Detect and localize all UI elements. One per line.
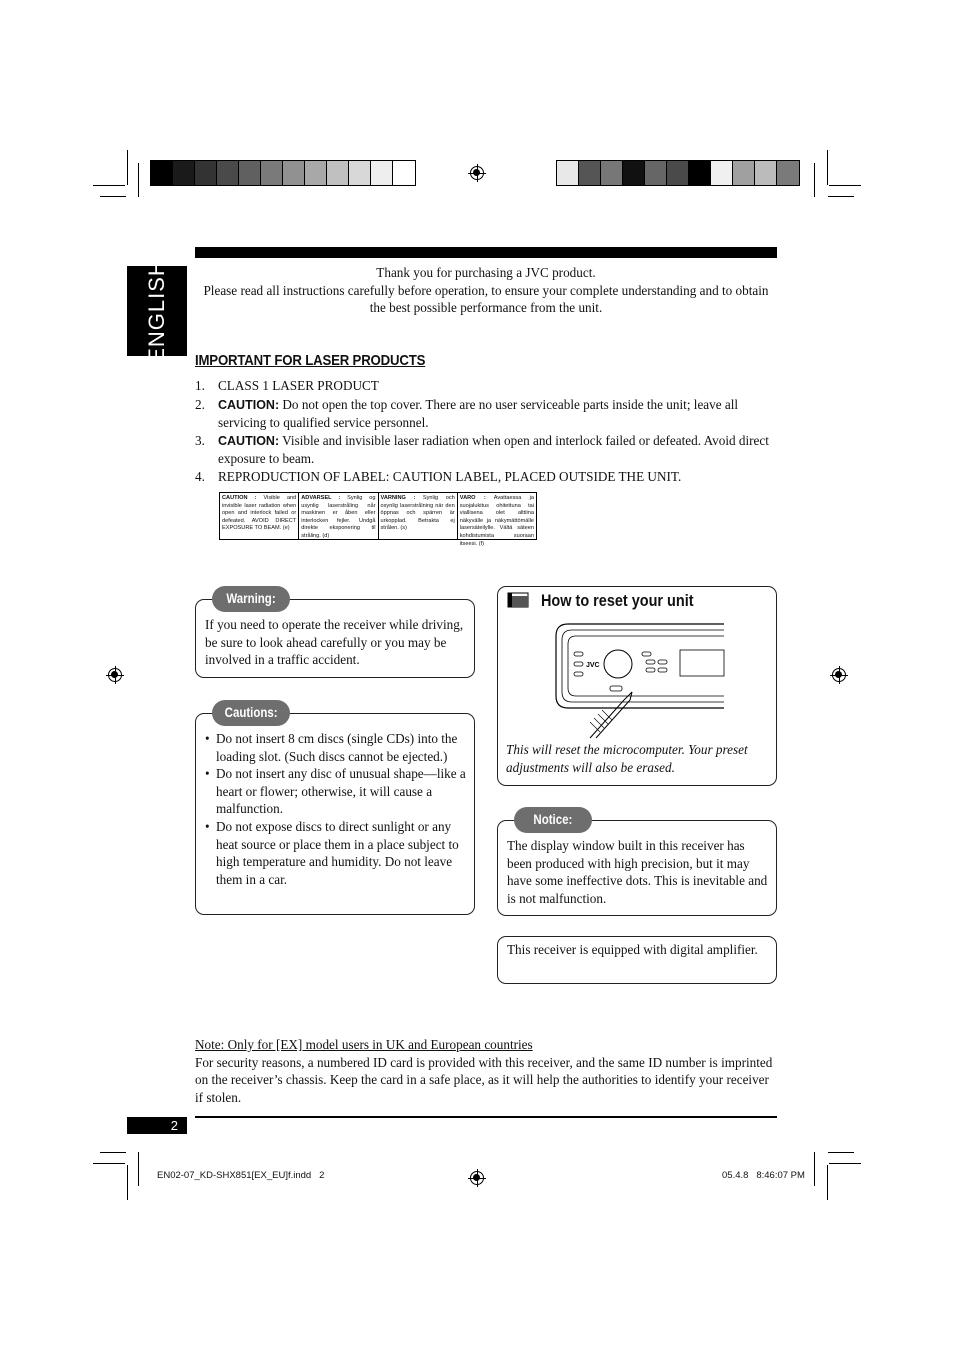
color-swatch xyxy=(239,161,261,185)
list-text: CLASS 1 LASER PRODUCT xyxy=(218,378,379,393)
caution-label: CAUTION: xyxy=(218,433,280,448)
header-rule xyxy=(195,247,777,258)
list-number: 3. xyxy=(195,432,205,448)
list-number: 4. xyxy=(195,468,205,484)
label-cell-finnish: VARO : Avattaessa ja suojalukitus ohitettuna tai viallisena olet alttiina näkyvälle ja näkymättömälle lasersäteilylle. Vältä säteen kohdistumista suoraan itseesi. (f) xyxy=(459,495,534,547)
notice-label: Notice: xyxy=(533,812,573,827)
reset-title: How to reset your unit xyxy=(541,591,694,610)
color-swatch xyxy=(777,161,799,185)
notice-box xyxy=(497,820,777,916)
color-swatch xyxy=(711,161,733,185)
list-text: REPRODUCTION OF LABEL: CAUTION LABEL, PLACED OUTSIDE THE UNIT. xyxy=(218,468,682,484)
color-swatch xyxy=(195,161,217,185)
cautions-label: Cautions: xyxy=(224,705,278,720)
color-calibration-bar-left xyxy=(150,160,416,186)
language-tab-label: ENGLISH xyxy=(144,259,169,363)
footer-filename: EN02-07_KD-SHX851[EX_EU]f.indd 2 xyxy=(157,1170,325,1181)
section-marker-icon xyxy=(508,593,528,607)
list-item xyxy=(195,377,780,396)
cautions-list xyxy=(205,730,466,888)
color-swatch xyxy=(733,161,755,185)
color-swatch xyxy=(327,161,349,185)
list-number: 2. xyxy=(195,396,205,412)
color-swatch xyxy=(261,161,283,185)
warning-text: If you need to operate the receiver while driving, be sure to look ahead carefully or you may be involved in a traffic accident. xyxy=(205,617,464,668)
caution-label: CAUTION: xyxy=(218,397,280,412)
id-note xyxy=(195,1036,780,1106)
color-swatch xyxy=(755,161,777,185)
language-tab xyxy=(127,259,187,363)
footer-timestamp: 05.4.8 8:46:07 PM xyxy=(722,1170,805,1181)
color-swatch xyxy=(645,161,667,185)
color-calibration-bar-right xyxy=(556,160,800,186)
list-text: Do not open the top cover. There are no user serviceable parts inside the unit; leave all servicing to qualified service personnel. xyxy=(218,396,739,431)
color-swatch xyxy=(305,161,327,185)
registration-mark-icon xyxy=(108,668,122,682)
registration-mark-icon xyxy=(470,166,484,180)
color-swatch xyxy=(173,161,195,185)
cautions-badge xyxy=(212,700,290,726)
notice-text: The display window built in this receiver has been produced with high precision, but it may have some ineffective dots. This is inevitable and is not malfunction. xyxy=(507,838,768,906)
list-item: • Do not expose discs to direct sunlight or any heat source or place them in a place subject to high temperature and humidity. Do not leave them in a car. xyxy=(205,818,466,888)
amplifier-box xyxy=(497,936,777,984)
reset-note: This will reset the microcomputer. Your preset adjustments will also be erased. xyxy=(506,742,748,775)
list-item: • Do not insert 8 cm discs (single CDs) into the loading slot. (Such discs cannot be ejected.) xyxy=(205,730,466,765)
brand-logo: JVC xyxy=(586,662,600,669)
color-swatch xyxy=(349,161,371,185)
list-item xyxy=(195,396,780,432)
caution-label-reproduction xyxy=(219,492,537,547)
list-item xyxy=(195,432,780,468)
intro-text xyxy=(195,264,777,317)
color-swatch xyxy=(151,161,173,185)
page-number: 2 xyxy=(127,1117,187,1134)
intro-line-1: Thank you for purchasing a JVC product. xyxy=(376,265,596,280)
footer-rule xyxy=(195,1116,777,1118)
label-cell-danish: ADVARSEL : Synlig og usynlig laserstråling når maskinen er åben eller interlocken fejler. Undgå direkte eksponering til stråling. (d) xyxy=(299,493,378,539)
notice-badge xyxy=(514,807,592,833)
warning-badge xyxy=(212,586,290,612)
intro-line-2: Please read all instructions carefully before operation, to ensure your complete understanding and to obtain the best possible performance from the unit. xyxy=(203,282,769,316)
laser-list xyxy=(195,377,780,487)
warning-label: Warning: xyxy=(226,591,276,606)
color-swatch xyxy=(579,161,601,185)
amplifier-text: This receiver is equipped with digital amplifier. xyxy=(507,942,758,957)
color-swatch xyxy=(283,161,305,185)
cautions-box xyxy=(195,713,475,915)
color-swatch xyxy=(217,161,239,185)
id-note-title: Note: Only for [EX] model users in UK and European countries xyxy=(195,1037,533,1052)
laser-heading: IMPORTANT FOR LASER PRODUCTS xyxy=(195,352,426,369)
registration-mark-icon xyxy=(470,1171,484,1185)
list-number: 1. xyxy=(195,378,205,393)
id-note-text: For security reasons, a numbered ID card is provided with this receiver, and the same ID number is imprinted on the receiver’s chassis. Keep the card in a safe place, as it will help the authorities to identify your receiver if stolen. xyxy=(195,1054,773,1105)
color-swatch xyxy=(393,161,415,185)
color-swatch xyxy=(371,161,393,185)
label-cell-swedish: VARNING : Synlig och osynlig laserstrålning när den öppnas och spärren är urkopplad. Betrakta ej strålen. (s) xyxy=(379,493,458,539)
color-swatch xyxy=(601,161,623,185)
list-item xyxy=(195,468,780,487)
label-cell-english: CAUTION : Visible and invisible laser radiation when open and interlock failed or defeated. AVOID DIRECT EXPOSURE TO BEAM. (e) xyxy=(220,493,299,539)
color-swatch xyxy=(667,161,689,185)
list-item: • Do not insert any disc of unusual shape—like a heart or flower; otherwise, it will cause a malfunction. xyxy=(205,765,466,818)
color-swatch xyxy=(557,161,579,185)
registration-mark-icon xyxy=(832,668,846,682)
list-text: Visible and invisible laser radiation when open and interlock failed or defeated. Avoid direct exposure to beam. xyxy=(218,432,769,467)
color-swatch xyxy=(689,161,711,185)
receiver-illustration xyxy=(550,620,730,740)
color-swatch xyxy=(623,161,645,185)
